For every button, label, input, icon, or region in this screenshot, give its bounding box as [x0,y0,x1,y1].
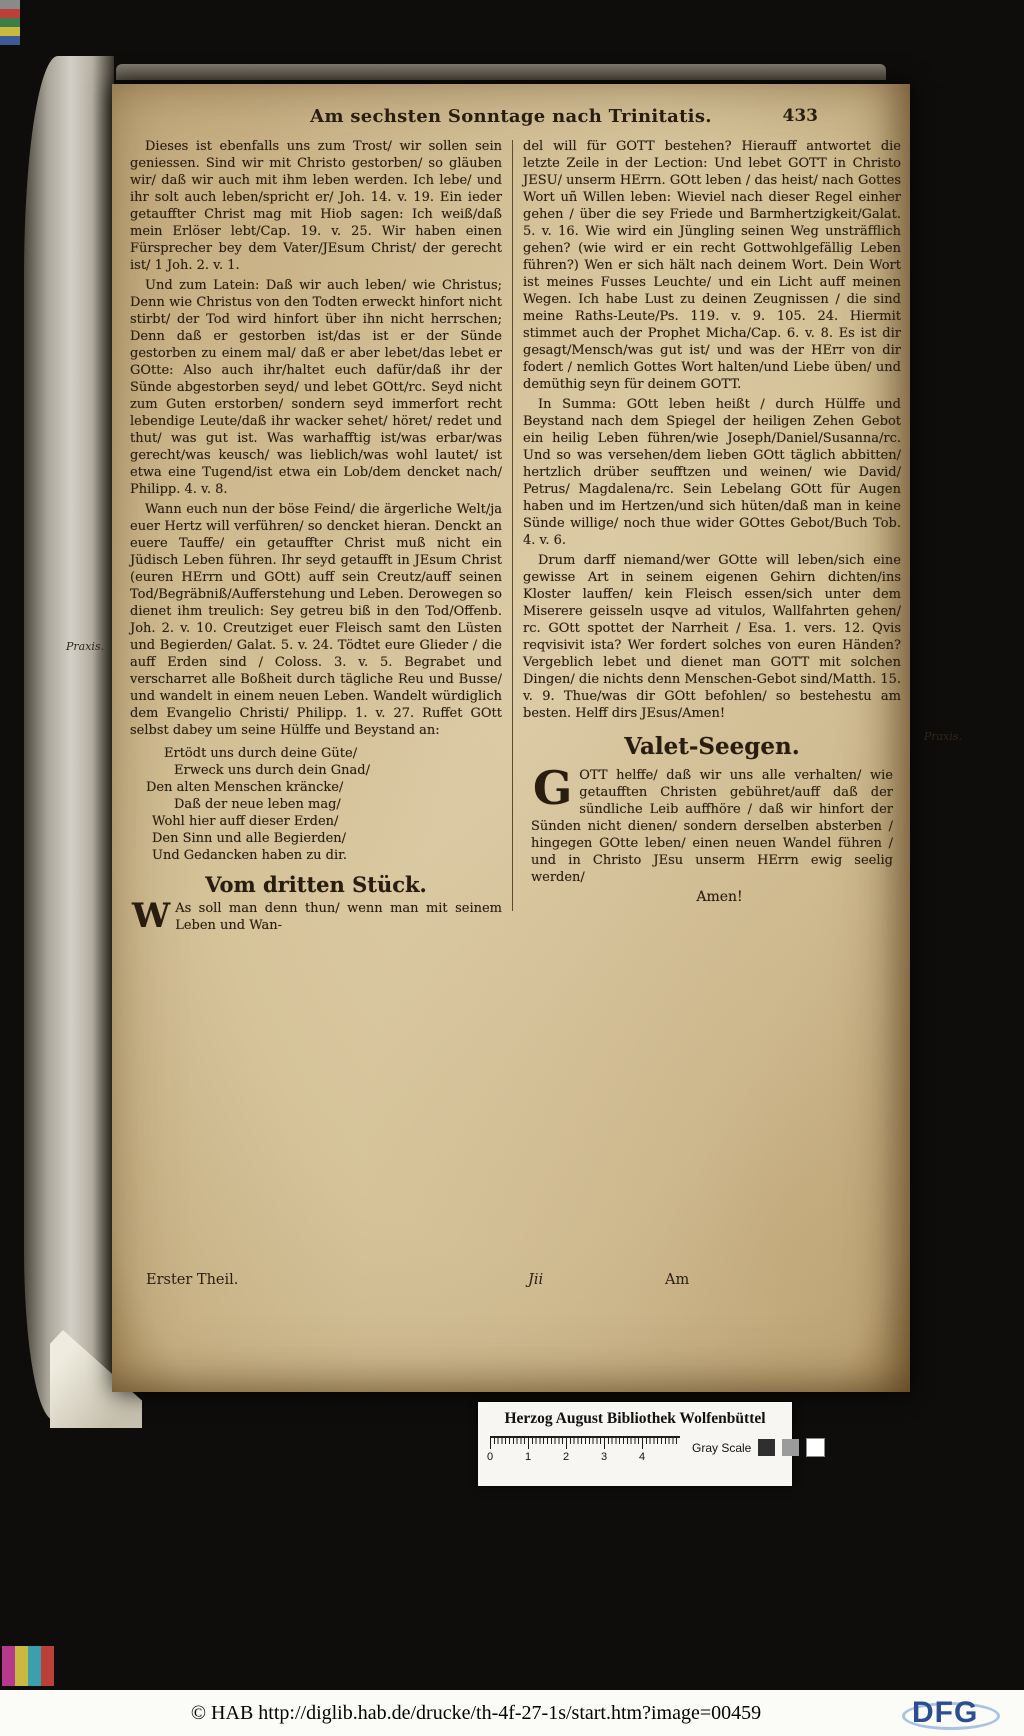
margin-note-praxis-left: Praxis. [66,640,105,653]
gray-swatch-mid [782,1439,799,1456]
dfg-logo-text: DFG [912,1696,979,1729]
hymn-line: Und Gedancken haben zu dir. [152,848,348,863]
left-section-paragraph [130,896,502,936]
left-column [130,138,502,937]
ruler-wrap [487,1436,680,1463]
left-paragraph-2: Und zum Latein: Daß wir auch leben/ wie Christus; Denn wie Christus von den Todten erweckt hinfort nicht stirbt/ der Tod wird hinfort über ihn nicht herrschen; Denn daß er gestorben ist/das ist er der Sünde gestorben zu einem mal/ daß er aber lebet/das lebet er GOtte: Also auch ihr/haltet euch dafür/daß ihr der Sünde abgestorben seyd/ und lebet GOtt/rc. Seyd nicht zum Guten erstorben/ sondern seyd immerfort recht lebendige Leute/daß ihr wacker sehet/ höret/ redet und thut/ was gut ist. Was warhafftig ist/was erbar/was gerecht/was keusch/ was lieblich/was wohl lautet/ ist etwa eine Tugend/ist etwa ein Lob/dem dencket nach/ Philipp. 4. v. 8. [130,278,502,497]
hymn-line: Ertödt uns durch deine Güte/ [164,746,358,761]
text-columns [130,138,902,937]
left-paragraph-3: Wann euch nun der böse Feind/ die ärgerliche Welt/ja euer Hertz will verführen/ so dencket hieran. Denckt an euere Tauffe/ ein getauffter Christ muß nicht ein Jüdisch Leben führen. Ihr seyd getaufft in JEsum Christ (euren HErrn und GOtt) auff sein Creutz/auff seinen Tod/Begräbniß/Aufferstehung und Leben. Derowegen so dienet ihm treulich: Sey getreu biß in den Tod/Offenb. Joh. 2. v. 10. Creutziget euer Fleisch samt den Lüsten und Begierden/ Galat. 5. v. 24. Tödtet eure Glieder / die auff Erden sind / Coloss. 3. v. 5. Begrabet und verscharret alle Boßheit durch tägliche Reu und Busse/ und wandelt in einem neuen Leben. Wandelt würdiglich dem Evangelio Christi/ Philipp. 1. v. 27. Ruffet GOtt selbst dabey um seine Hülffe und Beystand an: [130,502,502,738]
dfg-logo [906,1695,1012,1731]
ruler-number: 0 [487,1451,494,1463]
right-paragraph-2: In Summa: GOtt leben heißt / durch Hülffe und Beystand nach dem Spiegel der heiligen Zehen Gebot ein heilig Leben führen/wie Joseph/Daniel/Susanna/rc. Und so was versehen/dem lieben GOtt täglich abbitten/ hertzlich drüber seufftzen und weinen/ wie David/ Petrus/ Magdalena/rc. Sein Lebelang GOtt für Augen haben und im Hertzen/und sich hüten/daß man in keine Sünde willige/ noch thue wider GOttes Gebot/Buch Tob. 4. v. 6. [523,397,901,548]
amen-line: Amen! [696,889,743,905]
ruler-number: 2 [563,1451,570,1463]
signature-mark: Jii [528,1272,544,1288]
right-paragraph-3: Drum darff niemand/wer GOtte will leben/sich eine gewisse Art in seinem eigenen Gehirn dichten/ins Kloster lauffen/ kein Fleisch essen/sich unter dem Miserere geisseln usqve ad vitulos, Wallfahrten gehen/ rc. GOtt spottet der Narrheit / Esa. 1. vers. 12. Qvis reqvisivit ista? Wer fordert solches von euren Händen? Vergeblich lebet und dienet man GOTT mit solchen Dingen/ die nichts denn Menschen-Gebot sind/Matth. 15. v. 9. Thue/was dir GOtt befohlen/ so bestehestu am besten. Helff dirs JEsus/Amen! [523,553,901,721]
ruler-numbers [487,1451,680,1463]
drop-cap-initial: W [132,896,171,936]
left-paragraph-1: Dieses ist ebenfalls uns zum Trost/ wir sollen sein geniessen. Sind wir mit Christo gestorben/ so gläuben wir/ daß wir auch mit ihm leben werden. Ich lebe/ und ihr solt auch leben/spricht er/ Joh. 14. v. 19. Ein ieder getauffter Christ mag mit Hiob sagen: Ich weiß/daß mein Erlöser lebt/Cap. 19. v. 25. Wir haben einen Fürsprecher bey dem Vater/JEsum Christ/ der gerecht ist/ 1 Joh. 2. v. 1. [130,139,502,273]
right-column [523,138,901,937]
book-fore-edge [24,56,114,1420]
drop-cap-initial: G [533,761,573,815]
bottom-bar [0,1690,1024,1736]
page-header [112,84,910,127]
hymn-line: Erweck uns durch dein Gnad/ [174,763,370,778]
ruler-icon [490,1436,680,1449]
valet-text: OTT helffe/ daß wir uns alle verhalten/ wie getaufften Christen gebühret/auff daß der sündliche Leib auffhöre / daß wir hinfort der Sünden nicht dienen/ sondern derselben absterben / hingegen GOtte leben/ einen neuen Wandel führen / und in Christo JEsu unserm HErrn ewig seelig werden/ [531,768,893,885]
column-divider [512,140,513,911]
book-top-page-edges [116,64,886,80]
hymn-line: Den alten Menschen kräncke/ [146,780,344,795]
ruler-number: 1 [525,1451,532,1463]
gray-swatch-white [806,1438,825,1457]
book-page [66,84,962,1392]
section-heading-valet-seegen: Valet-Seegen. [624,733,800,760]
hymn-line: Den Sinn und alle Begierden/ [152,831,347,846]
gray-swatch-dark [758,1439,775,1456]
hymn-verse [130,745,502,864]
library-name: Herzog August Bibliothek Wolfenbüttel [504,1410,766,1427]
ruler-number: 3 [601,1451,608,1463]
hymn-line: Daß der neue leben mag/ [174,797,341,812]
right-paragraph-1: del will für GOTT bestehen? Hierauff antwortet die letzte Zeile in der Lection: Und lebet GOTT in Christo JESU/ unserm HErrn. GOtt leben / das heist/ nach Gottes Wort uñ Willen leben: Wieviel nach dieser Regel einher gehen / über die sey Friede und Barmhertzigkeit/Galat. 5. v. 16. Wie wird ein Jüngling seinen Weg unsträfflich gehen? (wie wird er ein recht Gottwohlgefällig Leben führen?) Wen er sich hält nach deinem Wort. Dein Wort ist meines Fusses Leuchte/ und ein Licht auff meinen Wegen. Ich habe Lust zu deinen Zeugnissen / die sind meine Raths-Leute/Ps. 119. v. 9. 105. 24. Hiermit stimmet auch der Prophet Micha/Cap. 6. v. 8. Es ist dir gesagt/Mensch/was gut ist/ und was der HErr von dir fodert / nemlich Gottes Wort halten/und Liebe üben/ und demüthig seyn für deinem GOTT. [523,139,901,392]
color-calibration-strip-bottom [2,1646,54,1686]
gray-scale [692,1438,825,1457]
ruler-number: 4 [639,1451,646,1463]
valet-paragraph [531,761,893,886]
margin-note-praxis-right: Praxis. [923,730,962,743]
section-heading-drittes-stueck: Vom dritten Stück. [205,872,427,897]
volume-label: Erster Theil. [146,1272,239,1288]
color-calibration-strip-top [0,0,20,45]
scale-row [487,1436,780,1463]
gray-scale-label: Gray Scale [692,1440,752,1455]
library-label [478,1402,792,1486]
left-section-text: As soll man denn thun/ wenn man mit seinem Leben und Wan- [175,901,502,933]
page-header-title: Am sechsten Sonntage nach Trinitatis. [310,106,712,127]
page-number: 433 [782,106,818,126]
catchword: Am [665,1272,690,1288]
copyright-url: © HAB http://diglib.hab.de/drucke/th-4f-27-1s/start.htm?image=00459 [190,1701,762,1724]
hymn-line: Wohl hier auff dieser Erden/ [152,814,339,829]
valet-section [523,761,901,906]
